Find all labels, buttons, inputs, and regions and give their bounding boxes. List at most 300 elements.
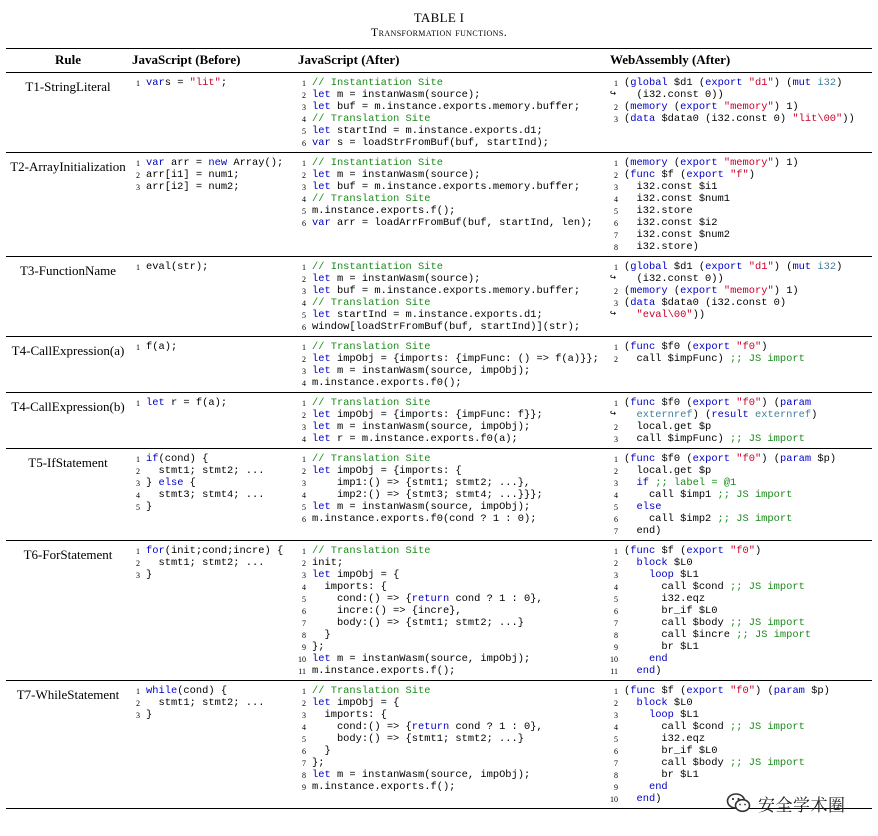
code-token: export [680,101,718,113]
table-row [6,541,872,681]
line-number: 3 [614,571,618,580]
code-token: memory [630,101,668,113]
code-line [298,721,606,733]
code-token: global [630,77,668,89]
code-token: $data0 (i32.const 0) [655,297,787,309]
line-number: 3 [614,115,618,124]
line-number: 6 [302,515,306,524]
line-number: 4 [302,723,306,732]
line-number: 1 [136,159,140,168]
code-token: $d1 ( [667,261,706,273]
code-token: let [312,273,331,285]
code-line [298,77,606,89]
line-number: 1 [302,263,306,272]
code-token: ) [655,665,662,677]
code-line [132,341,294,353]
code-line [298,285,606,297]
code-token: $L0 [667,557,693,569]
code-token: "f0" [730,545,756,557]
code-token: loop [648,569,674,581]
line-number: 4 [614,195,618,204]
line-number: 2 [302,171,306,180]
line-number: 2 [136,699,140,708]
code-token: )) [692,309,706,321]
cell-after [296,153,608,257]
code-line [610,101,870,113]
code-token: $f ( [655,685,687,697]
code-token: )) [842,113,855,125]
code-token: impObj = {imports: {impFunc: f}}; [330,409,543,421]
code-token: imports: { [312,581,387,593]
code-token: } [312,629,331,641]
code-block-before [132,261,294,273]
code-token: i32.const $num1 [624,193,731,205]
code-token: // Instantiation Site [312,77,443,89]
code-token: stmt1; stmt2; ... [146,697,265,709]
code-token: externref [755,409,812,421]
code-token: body:() => {stmt1; stmt2; ...} [312,733,525,745]
code-block-before [132,545,294,581]
code-line [610,409,870,421]
code-line [298,557,606,569]
table-row [6,257,872,337]
code-token: ) 1) [773,101,799,113]
cell-after [296,541,608,681]
table-title-block [0,10,878,39]
line-number: 3 [302,103,306,112]
code-line [610,653,870,665]
code-line [610,397,870,409]
code-line [132,709,294,721]
code-line [298,757,606,769]
code-token: ) [836,77,843,89]
code-token: // Translation Site [312,545,431,557]
code-token: ; [220,77,228,89]
code-line [610,261,870,273]
code-token: let [312,365,331,377]
code-token: impObj = {imports: { [330,465,462,477]
code-token: block [636,557,668,569]
code-token: else [158,477,184,489]
code-line [610,89,870,101]
line-number: 6 [302,747,306,756]
code-line [132,261,294,273]
code-line [610,341,870,353]
code-token: arr[i2] = num2; [146,181,240,193]
code-line [610,169,870,181]
header-js-after: JavaScript (After) [296,49,608,73]
code-token: m = instanWasm(source, impObj); [330,653,531,665]
code-token: i32.store) [624,241,699,253]
code-line [298,273,606,285]
code-token: impObj = { [330,697,400,709]
code-token: $L0 [667,697,693,709]
line-number: 9 [302,783,306,792]
code-line [298,353,606,365]
code-token: let [312,181,331,193]
watermark [726,786,856,820]
code-token: (cond) { [177,685,228,697]
code-line [610,513,870,525]
cell-after [296,73,608,153]
line-number: 1 [302,159,306,168]
code-token: func [630,685,656,697]
code-token: memory [630,285,668,297]
code-line [298,781,606,793]
code-line [298,101,606,113]
code-token: } [146,709,153,721]
code-token: externref [636,409,693,421]
code-token: m.instance.exports.f(); [312,781,456,793]
line-number: 6 [302,219,306,228]
code-token [624,709,649,721]
line-number: 2 [614,171,618,180]
code-token: $data0 (i32.const 0) [655,113,793,125]
code-token: call $body [624,617,731,629]
line-number: 3 [302,183,306,192]
code-token: else [636,501,662,513]
code-line [610,617,870,629]
code-token: "memory" [723,101,774,113]
code-line [132,489,294,501]
cell-wasm [608,541,872,681]
line-number: 8 [302,631,306,640]
code-token: cond ? 1 : 0}, [449,721,543,733]
code-line [610,421,870,433]
code-token: ) [748,169,756,181]
code-line [298,205,606,217]
table-body [6,73,872,809]
line-number: 1 [302,399,306,408]
line-number: 5 [614,207,618,216]
code-token: ;; JS import [717,489,793,501]
line-number: 1 [614,343,618,352]
code-token: $L1 [673,569,699,581]
code-token: let [312,353,331,365]
code-line [610,157,870,169]
code-token: m = instanWasm(source, impObj); [330,421,531,433]
code-token: m = instanWasm(source, impObj); [330,769,531,781]
code-token: let [312,421,331,433]
code-block-after [298,157,606,229]
code-line [132,169,294,181]
line-number: 10 [298,655,306,664]
code-token: return [411,721,450,733]
code-token: i32.const $i2 [624,217,718,229]
code-line [610,605,870,617]
code-block-after [298,685,606,793]
cell-wasm [608,73,872,153]
code-block-before [132,157,294,193]
continuation-arrow-icon: ↪ [610,89,617,100]
line-number: 4 [614,723,618,732]
code-token: call $impFunc) [624,353,731,365]
line-number: 2 [614,423,618,432]
code-line [298,125,606,137]
code-token: }; [312,641,325,653]
table-caption: Transformation functions. [370,25,508,39]
code-block-after [298,545,606,677]
code-token: ) [761,341,768,353]
code-line [298,453,606,465]
code-token: let [312,769,331,781]
line-number: 1 [136,263,140,272]
code-token: param [773,685,805,697]
code-token: "f" [730,169,749,181]
rule-name: T1-StringLiteral [6,73,130,153]
line-number: 3 [614,183,618,192]
code-token [624,477,636,489]
line-number: 4 [302,299,306,308]
code-token: export [692,341,731,353]
continuation-arrow-icon: ↪ [610,273,617,284]
line-number: 7 [614,619,618,628]
code-line [298,433,606,445]
code-token: mut [792,261,812,273]
code-block-wasm [610,261,870,321]
code-line [132,545,294,557]
code-token: i32 [817,261,837,273]
line-number: 4 [614,491,618,500]
code-token: arr = loadArrFromBuf(buf, startInd, len); [330,217,593,229]
code-token: ;; JS import [730,581,805,593]
line-number: 5 [302,311,306,320]
code-token: $L1 [673,709,699,721]
code-token: let [312,89,331,101]
code-line [298,489,606,501]
cell-after [296,257,608,337]
code-line [132,697,294,709]
table-row [6,73,872,153]
line-number: 1 [136,455,140,464]
line-number: 1 [302,343,306,352]
line-number: 2 [614,103,618,112]
code-line [132,501,294,513]
code-token: ( [667,285,681,297]
code-line [610,757,870,769]
table-row [6,393,872,449]
code-token: func [630,545,656,557]
code-line [298,697,606,709]
code-token: init; [312,557,344,569]
line-number: 2 [614,559,618,568]
line-number: 1 [136,79,140,88]
line-number: 3 [302,479,306,488]
code-token: Array(); [227,157,284,169]
code-line [298,409,606,421]
code-token: while [146,685,178,697]
code-token: "d1" [748,261,774,273]
code-token: let [312,569,331,581]
code-line [610,309,870,321]
code-line [610,733,870,745]
code-token: buf = m.instance.exports.memory.buffer; [330,285,581,297]
code-token: eval(str); [146,261,209,273]
code-token: if [636,477,649,489]
line-number: 2 [614,699,618,708]
code-token: call $cond [624,721,731,733]
code-token: param [779,453,812,465]
code-line [610,769,870,781]
line-number: 4 [302,195,306,204]
code-token: export [686,169,724,181]
code-line [298,113,606,125]
code-block-wasm [610,545,870,677]
cell-before [130,337,296,393]
line-number: 1 [136,399,140,408]
code-token: ) [755,545,762,557]
line-number: 1 [614,687,618,696]
code-token: new [208,157,228,169]
code-token: imp1:() => {stmt1; stmt2; ...}, [312,477,531,489]
line-number: 2 [136,467,140,476]
code-token: ) [836,261,843,273]
code-token: // Instantiation Site [312,157,443,169]
code-token: $f0 ( [655,453,693,465]
line-number: 7 [614,759,618,768]
code-line [610,593,870,605]
code-token: export [705,77,743,89]
code-token: cond ? 1 : 0}, [449,593,543,605]
code-line [610,545,870,557]
table-row [6,337,872,393]
code-token: end) [624,525,662,537]
line-number: 11 [298,667,306,676]
code-line [610,569,870,581]
code-token: f(a); [146,341,178,353]
line-number: 3 [136,571,140,580]
code-token [624,665,636,677]
code-line [610,629,870,641]
code-token [624,653,649,665]
rule-name: T4-CallExpression(a) [6,337,130,393]
code-token: param [779,397,812,409]
code-line [610,641,870,653]
code-line [610,501,870,513]
line-number: 6 [614,219,618,228]
code-token: "f0" [736,341,762,353]
code-token: local.get $p [624,421,712,433]
cell-wasm [608,337,872,393]
code-token: // Translation Site [312,453,431,465]
code-token [624,501,636,513]
line-number: 3 [614,711,618,720]
line-number: 9 [614,643,618,652]
code-line [298,569,606,581]
table-label: TABLE I [413,10,465,25]
code-token: "eval\00" [636,309,693,321]
code-line [610,353,870,365]
line-number: 10 [610,795,618,804]
line-number: 1 [614,159,618,168]
code-token: } [146,477,159,489]
code-line [132,77,294,89]
line-number: 1 [614,263,618,272]
line-number: 3 [136,183,140,192]
code-line [610,489,870,501]
code-block-wasm [610,397,870,445]
code-token: ;; JS import [730,757,805,769]
code-token: window[loadStrFromBuf(buf, startInd)](str); [312,321,581,333]
line-number: 1 [302,547,306,556]
code-token: let [146,397,165,409]
header-row [6,49,872,73]
code-token: ( [624,157,631,169]
code-token: br_if $L0 [624,605,718,617]
code-token: ( [624,545,631,557]
line-number: 5 [302,735,306,744]
code-token: "memory" [723,157,774,169]
cell-before [130,393,296,449]
code-token: m.instance.exports.f0(cond ? 1 : 0); [312,513,537,525]
code-token: ( [624,261,631,273]
code-token: export [686,685,724,697]
code-token: "f0" [736,397,762,409]
code-token: r = m.instance.exports.f0(a); [330,433,518,445]
code-token: (i32.const 0)) [624,89,724,101]
line-number: 7 [302,619,306,628]
code-token: let [312,501,331,513]
code-line [132,569,294,581]
code-token: ( [624,77,631,89]
code-line [132,685,294,697]
code-token: ;; JS import [736,629,812,641]
code-line [298,181,606,193]
code-token: imp2:() => {stmt3; stmt4; ...}}}; [312,489,543,501]
code-token: arr = [164,157,209,169]
code-token: $f0 ( [655,341,693,353]
code-token: ;; label = @1 [655,477,737,489]
code-token [624,569,649,581]
line-number: 2 [302,411,306,420]
code-line [132,557,294,569]
code-token [624,793,636,805]
code-token: s = loadStrFromBuf(buf, startInd); [330,137,549,149]
code-token: // Translation Site [312,685,431,697]
line-number: 1 [614,455,618,464]
code-line [610,77,870,89]
transformation-table [6,48,872,809]
code-token: // Translation Site [312,341,431,353]
code-token: let [312,285,331,297]
code-line [610,193,870,205]
code-line [298,89,606,101]
code-token: br_if $L0 [624,745,718,757]
code-line [298,365,606,377]
code-line [298,629,606,641]
code-token: let [312,433,331,445]
code-token: ;; JS import [730,353,805,365]
code-line [610,697,870,709]
code-line [298,169,606,181]
code-token: func [630,453,656,465]
line-number: 1 [302,687,306,696]
code-token: i32.store [624,205,693,217]
code-token: var [146,157,165,169]
cell-before [130,449,296,541]
code-token: ) [655,793,662,805]
code-token: ) ( [755,685,774,697]
cell-wasm [608,257,872,337]
code-line [610,241,870,253]
code-token: i32.eqz [624,593,706,605]
code-token: global [630,261,668,273]
rule-name: T7-WhileStatement [6,681,130,809]
code-token: i32 [817,77,837,89]
code-line [610,685,870,697]
code-line [298,745,606,757]
code-token: m = instanWasm(source); [330,89,481,101]
